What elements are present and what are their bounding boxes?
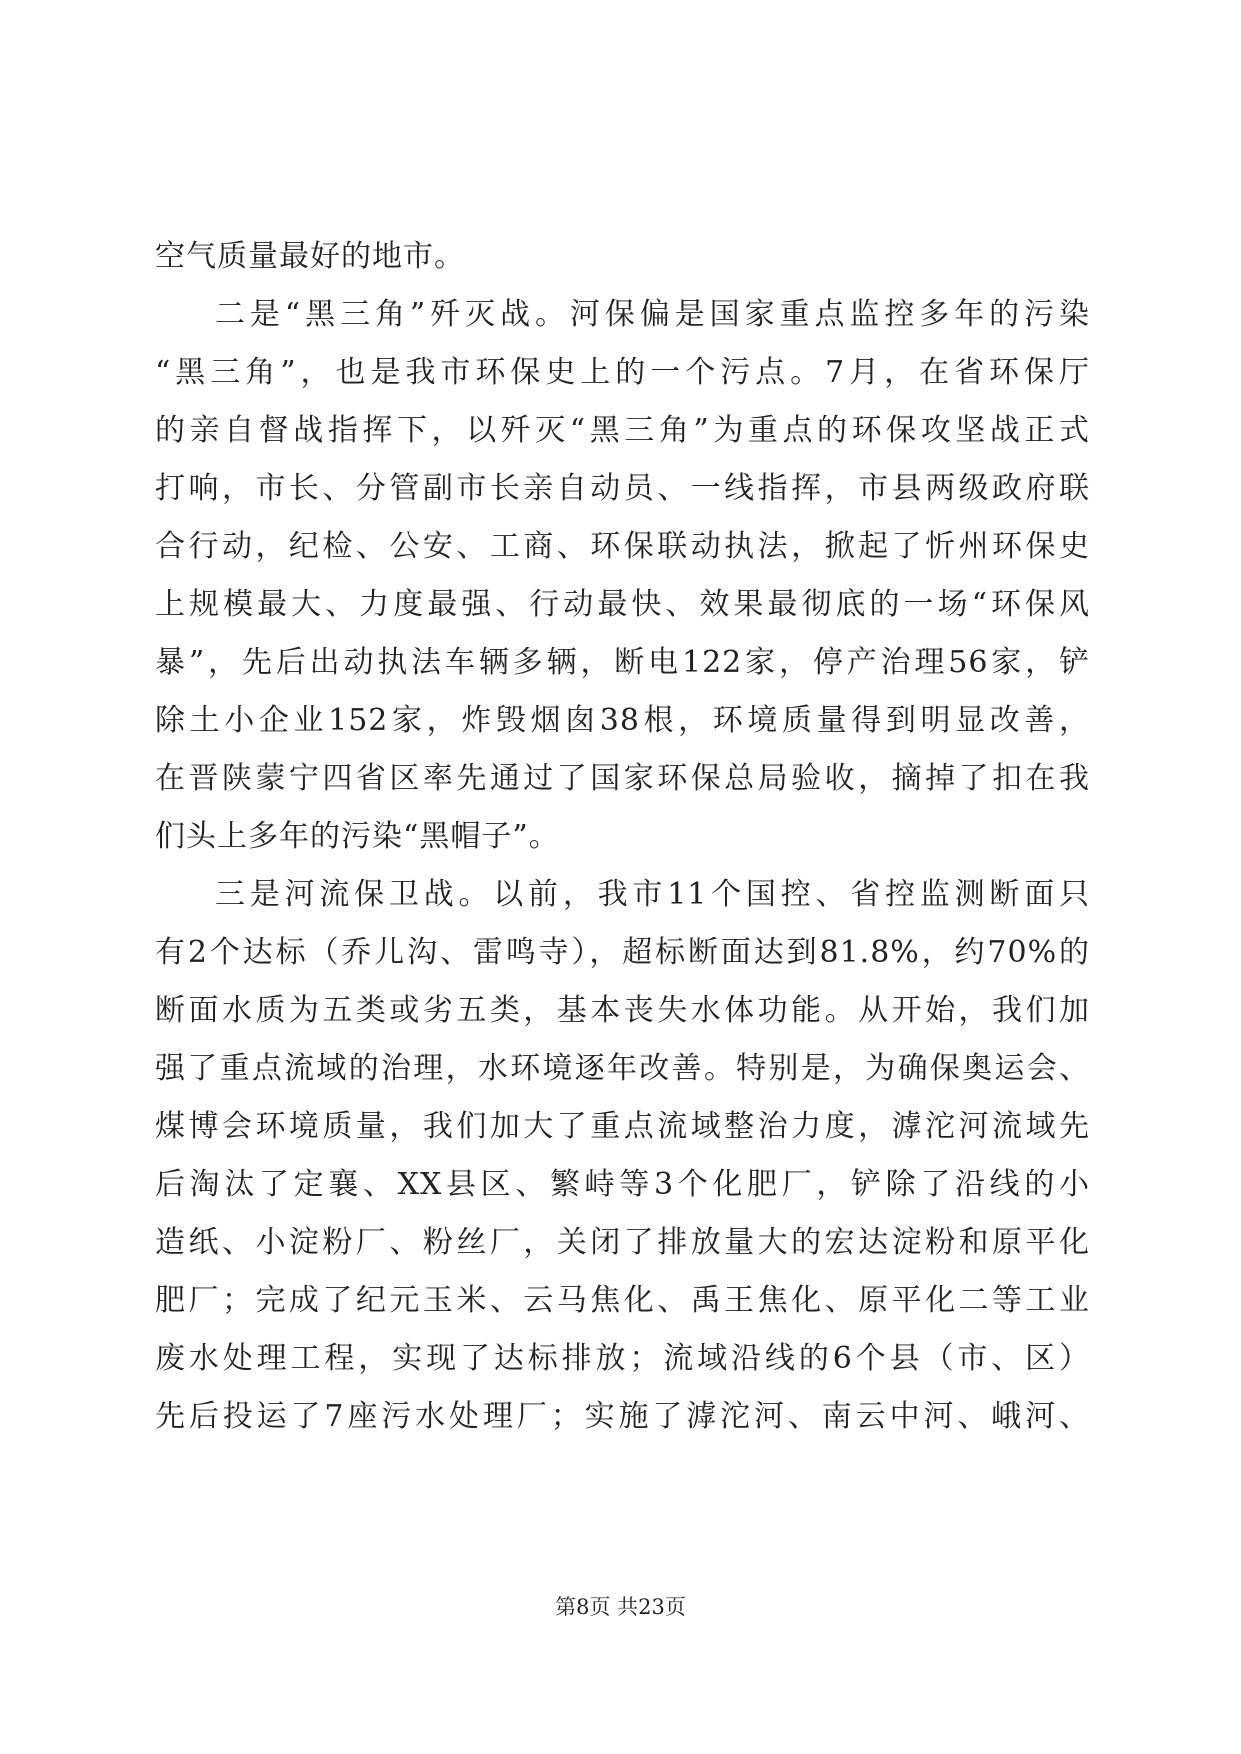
text-line: 肥厂；完成了纪元玉米、云马焦化、禹王焦化、原平化二等工业 — [155, 1283, 1090, 1318]
text-line: 造纸、小淀粉厂、粉丝厂，关闭了排放量大的宏达淀粉和原平化 — [155, 1225, 1090, 1260]
text-line: 空气质量最好的地市。 — [155, 239, 465, 274]
text-line: 打响，市长、分管副市长亲自动员、一线指挥，市县两级政府联 — [155, 471, 1090, 506]
text-line: 上规模最大、力度最强、行动最快、效果最彻底的一场“环保风 — [155, 587, 1090, 622]
text-line: 暴”，先后出动执法车辆多辆，断电122家，停产治理56家，铲 — [155, 645, 1090, 680]
text-line: “黑三角”，也是我市环保史上的一个污点。7月，在省环保厅 — [155, 355, 1090, 390]
text-line: 合行动，纪检、公安、工商、环保联动执法，掀起了忻州环保史 — [155, 529, 1090, 564]
text-line: 煤博会环境质量，我们加大了重点流域整治力度，滹沱河流域先 — [155, 1109, 1090, 1144]
text-line: 二是“黑三角”歼灭战。河保偏是国家重点监控多年的污染 — [215, 297, 1090, 332]
text-line: 废水处理工程，实现了达标排放；流域沿线的6个县（市、区） — [155, 1341, 1090, 1376]
text-line: 们头上多年的污染“黑帽子”。 — [155, 819, 560, 854]
text-line: 强了重点流域的治理，水环境逐年改善。特别是，为确保奥运会、 — [155, 1051, 1090, 1086]
text-line: 的亲自督战指挥下，以歼灭“黑三角”为重点的环保攻坚战正式 — [155, 413, 1090, 448]
text-line: 后淘汰了定襄、XX县区、繁峙等3个化肥厂，铲除了沿线的小 — [155, 1167, 1090, 1202]
text-line: 三是河流保卫战。以前，我市11个国控、省控监测断面只 — [215, 877, 1090, 912]
page-number-footer: 第8页 共23页 — [555, 1595, 686, 1619]
body-text — [155, 228, 1090, 1446]
text-line: 先后投运了7座污水处理厂；实施了滹沱河、南云中河、峨河、 — [155, 1399, 1090, 1434]
text-line: 除土小企业152家，炸毁烟囱38根，环境质量得到明显改善， — [155, 703, 1090, 738]
text-line: 在晋陕蒙宁四省区率先通过了国家环保总局验收，摘掉了扣在我 — [155, 761, 1090, 796]
text-line: 断面水质为五类或劣五类，基本丧失水体功能。从开始，我们加 — [155, 993, 1090, 1028]
text-line: 有2个达标（乔儿沟、雷鸣寺），超标断面达到81.8%，约70%的 — [155, 935, 1090, 970]
